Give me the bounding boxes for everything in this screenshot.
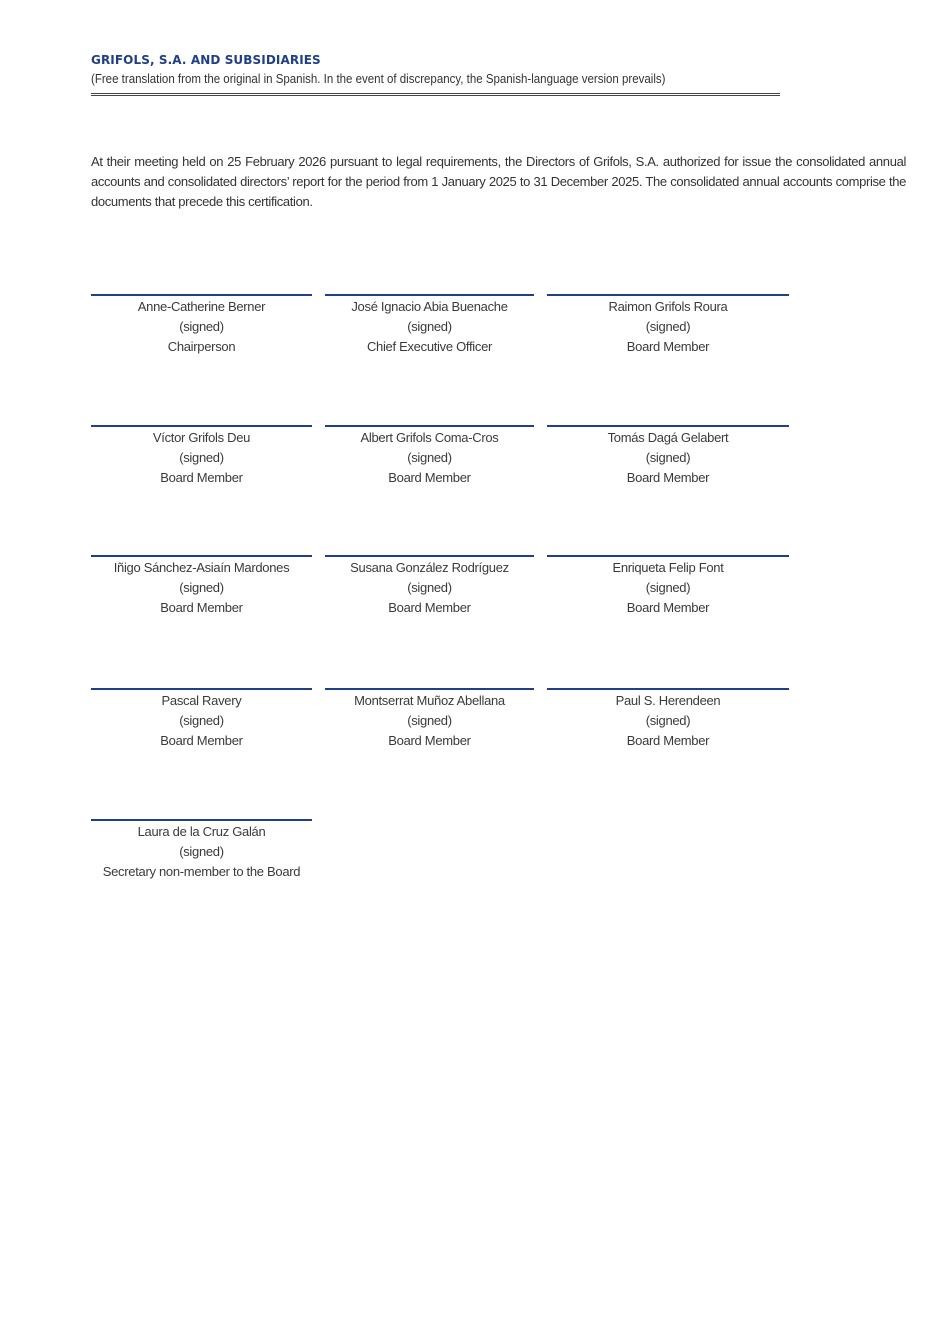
signature-block bbox=[547, 555, 789, 618]
signature-status: (signed) bbox=[179, 713, 224, 728]
signature-block bbox=[547, 294, 789, 357]
signatory-role: Board Member bbox=[160, 600, 243, 615]
signatory-role: Board Member bbox=[160, 470, 243, 485]
signatory-name: José Ignacio Abia Buenache bbox=[351, 299, 508, 314]
signatory-role: Board Member bbox=[626, 339, 710, 354]
header-divider bbox=[91, 93, 780, 96]
signatory-name: Raimon Grifols Roura bbox=[608, 299, 728, 314]
signature-status: (signed) bbox=[407, 580, 452, 595]
signatory-name: Albert Grifols Coma-Cros bbox=[360, 430, 499, 445]
signatory-role: Board Member bbox=[626, 470, 710, 485]
signature-status: (signed) bbox=[179, 844, 224, 859]
signatory-name: Pascal Ravery bbox=[161, 693, 242, 708]
signature-block bbox=[325, 688, 534, 751]
signature-block bbox=[547, 425, 789, 488]
signature-status: (signed) bbox=[179, 450, 224, 465]
signature-block bbox=[91, 294, 312, 357]
signatory-name: Iñigo Sánchez-Asiaín Mardones bbox=[113, 560, 290, 575]
signatory-name: Paul S. Herendeen bbox=[615, 693, 721, 708]
signatory-role: Chief Executive Officer bbox=[366, 339, 493, 354]
signature-status: (signed) bbox=[179, 319, 224, 334]
signature-status: (signed) bbox=[645, 319, 691, 334]
signatory-name: Montserrat Muñoz Abellana bbox=[354, 693, 505, 708]
signatory-name: Susana González Rodríguez bbox=[350, 560, 509, 575]
signature-block bbox=[91, 688, 312, 751]
signatory-role: Secretary non-member to the Board bbox=[102, 864, 301, 879]
translation-note: (Free translation from the original in Spanish. In the event of discrepancy, the Spanish-language version prevails) bbox=[91, 72, 666, 86]
signature-block bbox=[91, 819, 312, 882]
signature-block bbox=[325, 294, 534, 357]
signature-status: (signed) bbox=[407, 450, 452, 465]
signatory-name: Anne-Catherine Berner bbox=[137, 299, 266, 314]
signature-block bbox=[91, 425, 312, 488]
signature-status: (signed) bbox=[407, 713, 452, 728]
signature-status: (signed) bbox=[645, 450, 691, 465]
signatory-role: Board Member bbox=[388, 600, 471, 615]
signatory-name: Laura de la Cruz Galán bbox=[137, 824, 266, 839]
signatory-role: Board Member bbox=[388, 470, 471, 485]
signature-status: (signed) bbox=[179, 580, 224, 595]
signature-block bbox=[325, 425, 534, 488]
signatory-name: Enriqueta Felip Font bbox=[612, 560, 724, 575]
signatory-name: Tomás Dagá Gelabert bbox=[607, 430, 729, 445]
company-title: GRIFOLS, S.A. AND SUBSIDIARIES bbox=[91, 53, 321, 67]
signatory-role: Board Member bbox=[388, 733, 471, 748]
signature-block bbox=[547, 688, 789, 751]
signature-status: (signed) bbox=[645, 580, 691, 595]
signatory-role: Board Member bbox=[160, 733, 243, 748]
signature-status: (signed) bbox=[645, 713, 691, 728]
signatory-role: Chairperson bbox=[167, 339, 236, 354]
signature-status: (signed) bbox=[407, 319, 452, 334]
certification-statement: At their meeting held on 25 February 2026 pursuant to legal requirements, the Directors of Grifols, S.A. authorized for issue the consolidated annual accounts and consolidated directors’ report for the period from 1 January 2025 to 31 December 2025. The consolidated annual accounts comprise the documents that precede this certification. bbox=[91, 154, 906, 209]
signatory-role: Board Member bbox=[626, 600, 710, 615]
signatory-role: Board Member bbox=[626, 733, 710, 748]
signature-block bbox=[325, 555, 534, 618]
signatory-name: Víctor Grifols Deu bbox=[152, 430, 251, 445]
signature-block bbox=[91, 555, 312, 618]
